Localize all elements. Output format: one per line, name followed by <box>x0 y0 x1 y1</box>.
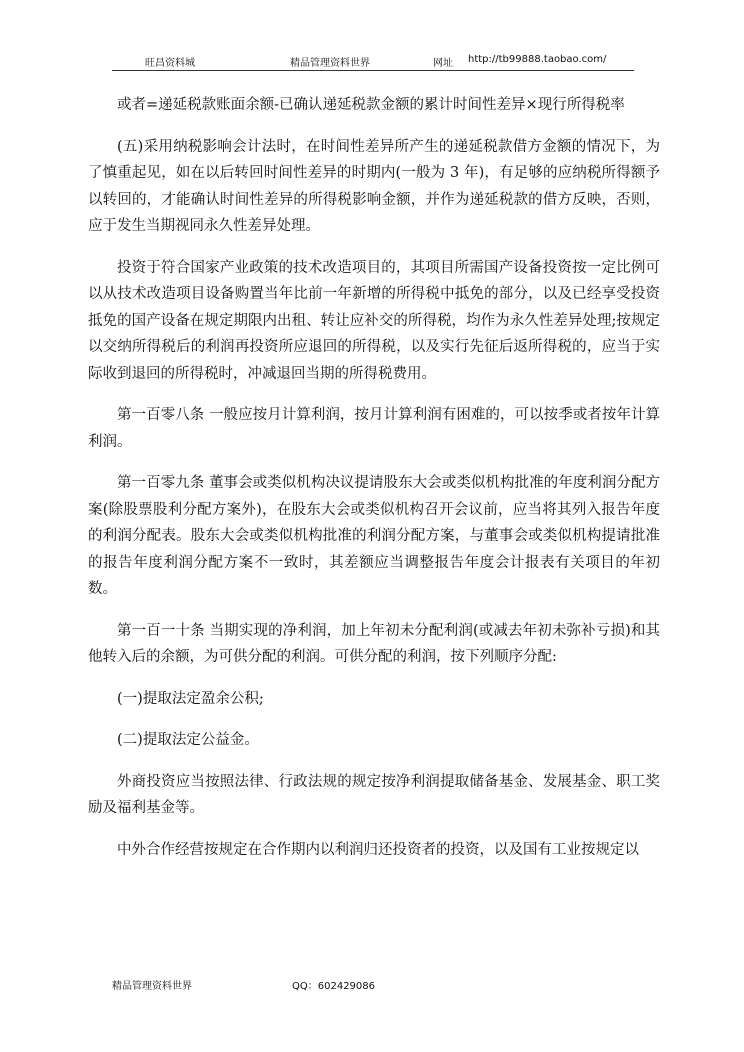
paragraph-article-110: 第一百一十条 当期实现的净利润，加上年初未分配利润(或减去年初未弥补亏损)和其他转入后的余额，为可供分配的利润。可供分配的利润，按下列顺序分配: <box>88 622 660 665</box>
footer-site-name: 精品管理资料世界 <box>112 981 192 992</box>
paragraph-foreign-investment: 外商投资应当按照法律、行政法规的规定按净利润提取储备基金、发展基金、职工奖励及福利基金等。 <box>88 773 660 816</box>
header-url-link[interactable]: http://tb99888.taobao.com/ <box>468 54 607 65</box>
paragraph-article-109: 第一百零九条 董事会或类似机构决议提请股东大会或类似机构批准的年度利润分配方案(除股票股利分配方案外)，在股东大会或类似机构召开会议前，应当将其列入报告年度的利润分配表。股东大会或类似机构批准的利润分配方案，与董事会或类似机构提请批准的报告年度利润分配方案不一致时，其差额应当调整报告年度会计报表有关项目的年初数。 <box>88 475 660 597</box>
paragraph-formula: 或者=递延税款账面余额-已确认递延税款金额的累计时间性差异×现行所得税率 <box>117 97 625 113</box>
page-header <box>112 50 634 71</box>
header-site-name: 精品管理资料世界 <box>290 58 370 69</box>
paragraph-joint-venture: 中外合作经营按规定在合作期内以利润归还投资者的投资，以及国有工业按规定以 <box>117 841 639 858</box>
header-url-label: 网址 <box>433 58 453 69</box>
header-store-name: 旺昌资料城 <box>145 58 195 69</box>
paragraph-investment: 投资于符合国家产业政策的技术改造项目的，其项目所需国产设备投资按一定比例可以从技术改造项目设备购置当年比前一年新增的所得税中抵免的部分，以及已经享受投资抵免的国产设备在规定期限内出租、转让应补交的所得税，均作为永久性差异处理;按规定以交纳所得税后的利润再投资所应退回的所得税，以及实行先征后返所得税的，应当于实际收到退回的所得税时，冲减退回当期的所得税费用。 <box>88 259 660 382</box>
paragraph-list-item-1: (一)提取法定盈余公积; <box>117 690 264 707</box>
paragraph-item-5: (五)采用纳税影响会计法时，在时间性差异所产生的递延税款借方金额的情况下，为了慎重起见，如在以后转回时间性差异的时期内(一般为 3 年)，有足够的应纳税所得额予以转回的，才能确认时间性差异的所得税影响金额，并作为递延税款的借方反映，否则，应于发生当期视同永久性差异处理。 <box>88 138 660 234</box>
paragraph-article-108: 第一百零八条 一般应按月计算利润，按月计算利润有困难的，可以按季或者按年计算利润。 <box>88 407 660 450</box>
document-body <box>88 92 660 863</box>
footer-qq-contact: QQ：602429086 <box>292 981 376 992</box>
paragraph-list-item-2: (二)提取法定公益金。 <box>117 732 259 748</box>
